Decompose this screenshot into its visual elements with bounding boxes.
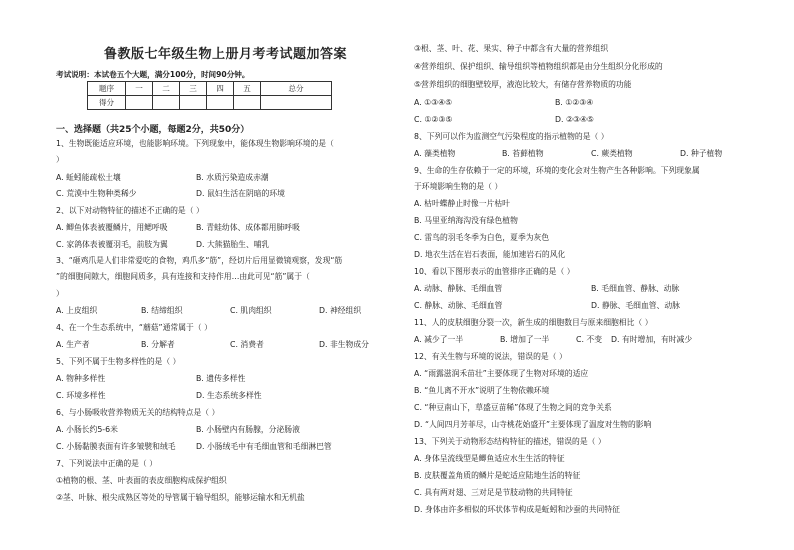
question-9-stem-cont: 于环境影响生物的是（ ） xyxy=(414,182,503,191)
option-a: A. ①③④⑤ xyxy=(414,98,453,107)
option-d: D. 种子植物 xyxy=(680,149,723,158)
question-2-stem: 2、以下对动物特征的描述不正确的是（ ） xyxy=(56,206,204,215)
option-b: B. 苔藓植物 xyxy=(502,149,544,158)
option-d: D. 神经组织 xyxy=(319,306,362,315)
option-c: C. 不变 xyxy=(576,335,602,344)
question-10-stem: 10、看以下图形表示的血管排序正确的是（ ） xyxy=(414,267,575,276)
score-cell xyxy=(261,96,332,110)
option-a: A. 身体呈流线型是鲫鱼适应水生生活的特征 xyxy=(414,454,565,463)
option-a: A. 生产者 xyxy=(56,340,90,349)
option-d: D. 静脉、毛细血管、动脉 xyxy=(591,301,680,310)
option-b: B. 水质污染造成赤潮 xyxy=(196,173,269,182)
option-a: A. “雨露滋润禾苗壮”主要体现了生物对环境的适应 xyxy=(414,369,589,378)
section-title: 一、选择题（共25个小题，每题2分，共50分） xyxy=(56,125,250,135)
score-table-header-row xyxy=(88,82,332,96)
question-6-stem: 6、与小肠吸收营养物质无关的结构特点是（ ） xyxy=(56,408,220,417)
option-b: B. 小肠壁内有肠腺，分泌肠液 xyxy=(196,425,300,434)
statement-2: ②茎、叶脉、根尖成熟区等处的导管属于输导组织，能够运输水和无机盐 xyxy=(56,493,305,502)
option-a: A. 蚯蚓能疏松土壤 xyxy=(56,173,121,182)
option-b: B. “鱼儿离不开水”说明了生物依赖环境 xyxy=(414,386,550,395)
option-c: C. 小肠黏膜表面有许多皱襞和绒毛 xyxy=(56,442,176,451)
option-a: A. 藻类植物 xyxy=(414,149,456,158)
option-c: C. 消费者 xyxy=(230,340,264,349)
score-cell xyxy=(180,96,207,110)
question-3-stem: 3、“砸鸡爪是人们非常爱吃的食物，鸡爪多“筋”，经切片后用显微镜观察，发现“筋 xyxy=(56,256,343,265)
option-a: A. 上皮组织 xyxy=(56,306,98,315)
question-1-stem-end: ） xyxy=(56,155,64,164)
option-b: B. 分解者 xyxy=(141,340,175,349)
statement-4: ④营养组织、保护组织、输导组织等植物组织都是由分生组织分化形成的 xyxy=(414,62,663,71)
option-c: C. 环境多样性 xyxy=(56,391,106,400)
option-d: D. 身体由许多相似的环状体节构成是蚯蚓和沙蚕的共同特征 xyxy=(414,505,620,514)
statement-1: ①植物的根、茎、叶表面的表皮细胞构成保护组织 xyxy=(56,476,227,485)
question-9-stem: 9、生命的生存依赖于一定的环境，环境的变化会对生物产生各种影响。下列现象属 xyxy=(414,166,700,175)
option-a: A. 减少了一半 xyxy=(414,335,464,344)
option-d: D. 有时增加，有时减少 xyxy=(611,335,693,344)
score-cell: 五 xyxy=(234,82,261,96)
option-a: A. 枯叶蝶静止时像一片枯叶 xyxy=(414,199,510,208)
question-3-stem-end: ） xyxy=(56,289,64,298)
score-cell: 题序 xyxy=(88,82,126,96)
score-table xyxy=(87,81,332,110)
question-1-stem: 1、生物既能适应环境，也能影响环境。下列现象中，能体现生物影响环境的是（ xyxy=(56,139,334,148)
option-d: D. 小肠绒毛中有毛细血管和毛细淋巴管 xyxy=(196,442,332,451)
option-b: B. 增加了一半 xyxy=(500,335,550,344)
score-cell: 二 xyxy=(153,82,180,96)
option-d: D. 地衣生活在岩石表面，能加速岩石的风化 xyxy=(414,250,566,259)
option-a: A. 物种多样性 xyxy=(56,374,106,383)
score-cell: 得分 xyxy=(88,96,126,110)
option-b: B. 马里亚纳海沟没有绿色植物 xyxy=(414,216,518,225)
statement-3: ③根、茎、叶、花、果实、种子中都含有大量的营养组织 xyxy=(414,44,609,53)
option-c: C. 蕨类植物 xyxy=(591,149,633,158)
option-d: D. 大熊猫胎生、哺乳 xyxy=(196,240,270,249)
option-a: A. 动脉、静脉、毛细血管 xyxy=(414,284,503,293)
option-c: C. 静脉、动脉、毛细血管 xyxy=(414,301,503,310)
option-b: B. 青蛙幼体、成体都用肺呼吸 xyxy=(196,223,300,232)
question-7-stem: 7、下列说法中正确的是（ ） xyxy=(56,459,158,468)
option-c: C. 具有两对翅、三对足是节肢动物的共同特征 xyxy=(414,488,573,497)
score-cell: 总分 xyxy=(261,82,332,96)
question-12-stem: 12、有关生物与环境的说法，错误的是（ ） xyxy=(414,352,567,361)
score-cell xyxy=(234,96,261,110)
option-b: B. 皮肤覆盖角质的鳞片是蛇适应陆地生活的特征 xyxy=(414,471,581,480)
score-cell: 一 xyxy=(126,82,153,96)
option-b: B. 遗传多样性 xyxy=(196,374,246,383)
option-b: B. ①②③④ xyxy=(555,98,594,107)
option-d: D. 鼠妇生活在阴暗的环境 xyxy=(196,189,285,198)
option-c: C. ①②③⑤ xyxy=(414,115,453,124)
option-c: C. “种豆南山下，草盛豆苗稀”体现了生物之间的竞争关系 xyxy=(414,403,612,412)
exam-notice: 考试说明：本试卷五个大题，满分100分，时间90分钟。 xyxy=(56,70,250,79)
option-b: B. 结缔组织 xyxy=(141,306,183,315)
option-c: C. 荒漠中生物种类稀少 xyxy=(56,189,137,198)
question-8-stem: 8、下列可以作为监测空气污染程度的指示植物的是（ ） xyxy=(414,132,609,141)
question-11-stem: 11、人的皮肤细胞分裂一次，新生成的细胞数目与原来细胞相比（ ） xyxy=(414,318,653,327)
question-13-stem: 13、下列关于动物形态结构特征的描述，错误的是（ ） xyxy=(414,437,606,446)
score-cell: 三 xyxy=(180,82,207,96)
option-d: D. ②③④⑤ xyxy=(555,115,594,124)
score-table-score-row xyxy=(88,96,332,110)
option-c: C. 家鸽体表被覆羽毛，前肢为翼 xyxy=(56,240,168,249)
option-d: D. 非生物成分 xyxy=(319,340,369,349)
score-cell xyxy=(207,96,234,110)
statement-5: ⑤营养组织的细胞壁较厚，液泡比较大，有储存营养物质的功能 xyxy=(414,80,632,89)
option-d: D. 生态系统多样性 xyxy=(196,391,262,400)
option-a: A. 小肠长约5-6米 xyxy=(56,425,118,434)
option-b: B. 毛细血管、静脉、动脉 xyxy=(591,284,680,293)
question-3-stem-cont: ”的细胞间隙大，细胞间质多，具有连接和支持作用…由此可见“筋”属于（ xyxy=(56,272,310,281)
score-cell: 四 xyxy=(207,82,234,96)
option-c: C. 肌肉组织 xyxy=(230,306,272,315)
question-4-stem: 4、在一个生态系统中，“蘑菇”通常属于（ ） xyxy=(56,323,212,332)
page-title: 鲁教版七年级生物上册月考考试题加答案 xyxy=(104,47,348,62)
score-cell xyxy=(126,96,153,110)
option-a: A. 鲫鱼体表被覆鳞片，用鳃呼吸 xyxy=(56,223,168,232)
option-d: D. “人间四月芳菲尽，山寺桃花始盛开”主要体现了温度对生物的影响 xyxy=(414,420,652,429)
question-5-stem: 5、下列不属于生物多样性的是（ ） xyxy=(56,357,181,366)
score-cell xyxy=(153,96,180,110)
option-c: C. 雷鸟的羽毛冬季为白色，夏季为灰色 xyxy=(414,233,550,242)
